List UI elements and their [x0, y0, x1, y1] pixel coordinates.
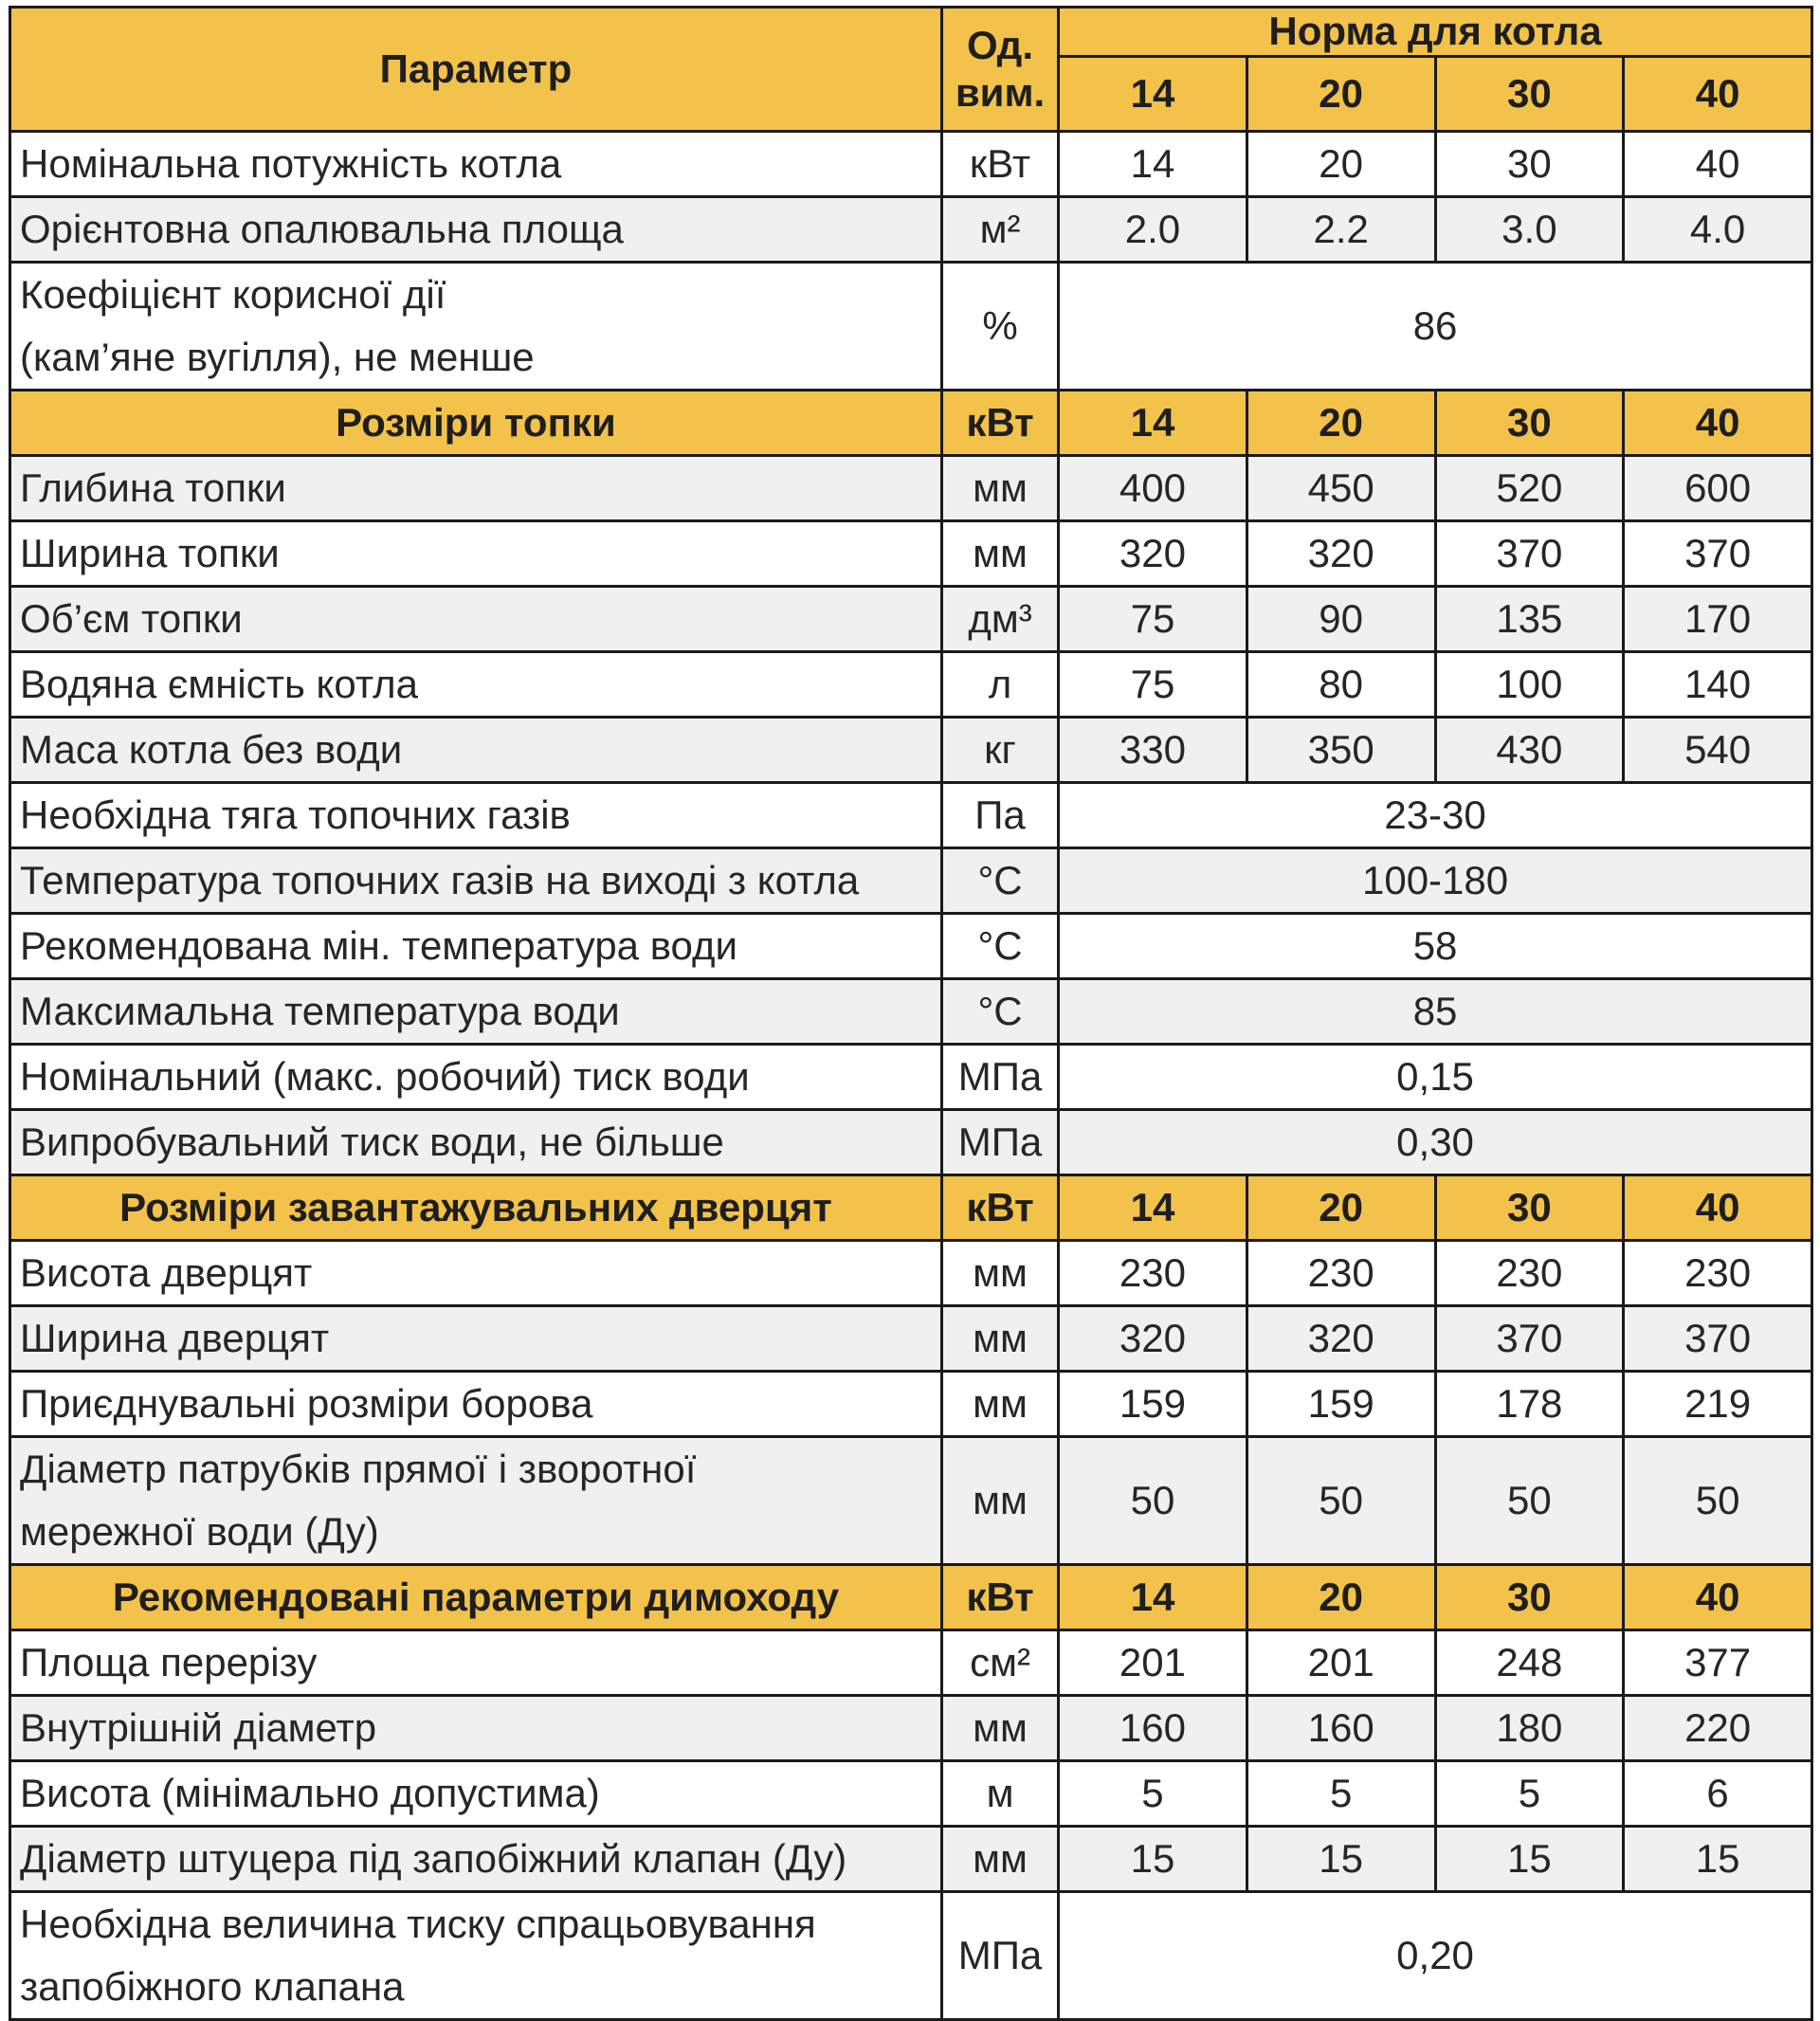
value-cell-merged: 86 — [1059, 263, 1812, 391]
value-cell: 2.0 — [1059, 197, 1247, 263]
section-title: Розміри завантажувальних дверцят — [10, 1175, 942, 1241]
value-cell-merged: 85 — [1059, 979, 1812, 1045]
unit-cell: кг — [941, 718, 1058, 783]
value-cell: 180 — [1435, 1696, 1624, 1761]
value-cell: 90 — [1247, 587, 1435, 652]
value-cell: 370 — [1435, 521, 1624, 587]
value-cell-merged: 0,20 — [1059, 1892, 1812, 2020]
model-header: 30 — [1435, 1175, 1624, 1241]
param-cell: Ширина топки — [10, 521, 942, 587]
value-cell: 50 — [1247, 1437, 1435, 1565]
value-cell-merged: 100-180 — [1059, 848, 1812, 914]
section-header-row — [10, 1565, 1812, 1630]
value-cell: 320 — [1059, 1306, 1247, 1372]
param-cell: Висота (мінімально допустима) — [10, 1761, 942, 1827]
param-cell — [10, 1892, 942, 2020]
unit-cell: м — [941, 1761, 1058, 1827]
unit-cell: °С — [941, 979, 1058, 1045]
model-header: 14 — [1059, 391, 1247, 456]
value-cell: 159 — [1059, 1372, 1247, 1437]
model-header: 40 — [1624, 1565, 1812, 1630]
section-header-row — [10, 391, 1812, 456]
table-row — [10, 132, 1812, 197]
value-cell: 320 — [1247, 521, 1435, 587]
value-cell: 159 — [1247, 1372, 1435, 1437]
value-cell: 540 — [1624, 718, 1812, 783]
table-row — [10, 783, 1812, 848]
param-line: запобіжного клапана — [20, 1964, 405, 2009]
table-row — [10, 1696, 1812, 1761]
unit-cell: мм — [941, 1241, 1058, 1306]
table-row — [10, 652, 1812, 718]
value-cell: 140 — [1624, 652, 1812, 718]
table-row — [10, 263, 1812, 391]
model-header: 20 — [1247, 391, 1435, 456]
table-row — [10, 1827, 1812, 1892]
unit-header — [941, 8, 1058, 132]
section-header-row — [10, 1175, 1812, 1241]
value-cell-merged: 0,15 — [1059, 1045, 1812, 1110]
unit-cell: мм — [941, 1827, 1058, 1892]
value-cell: 230 — [1247, 1241, 1435, 1306]
value-cell: 370 — [1624, 1306, 1812, 1372]
table-row — [10, 914, 1812, 979]
table-row — [10, 979, 1812, 1045]
value-cell: 220 — [1624, 1696, 1812, 1761]
value-cell: 75 — [1059, 587, 1247, 652]
spec-table-container — [9, 6, 1813, 2021]
param-cell: Площа перерізу — [10, 1630, 942, 1696]
value-cell: 400 — [1059, 456, 1247, 521]
value-cell: 377 — [1624, 1630, 1812, 1696]
value-cell: 170 — [1624, 587, 1812, 652]
model-header: 30 — [1435, 1565, 1624, 1630]
unit-cell: мм — [941, 1696, 1058, 1761]
value-cell: 450 — [1247, 456, 1435, 521]
table-row — [10, 521, 1812, 587]
section-title: Рекомендовані параметри димоходу — [10, 1565, 942, 1630]
value-cell: 330 — [1059, 718, 1247, 783]
value-cell: 40 — [1624, 132, 1812, 197]
table-row — [10, 1372, 1812, 1437]
param-line: (кам’яне вугілля), не менше — [20, 335, 535, 379]
value-cell: 50 — [1059, 1437, 1247, 1565]
unit-cell: мм — [941, 1372, 1058, 1437]
unit-cell: % — [941, 263, 1058, 391]
value-cell: 160 — [1059, 1696, 1247, 1761]
unit-header-line2: вим. — [955, 70, 1046, 115]
unit-cell: дм³ — [941, 587, 1058, 652]
value-cell: 219 — [1624, 1372, 1812, 1437]
value-cell: 14 — [1059, 132, 1247, 197]
param-line: Необхідна величина тиску спрацьовування — [20, 1902, 816, 1946]
section-unit: кВт — [941, 1565, 1058, 1630]
value-cell: 135 — [1435, 587, 1624, 652]
unit-cell: Па — [941, 783, 1058, 848]
unit-cell: кВт — [941, 132, 1058, 197]
model-header: 14 — [1059, 56, 1247, 131]
section-unit: кВт — [941, 1175, 1058, 1241]
unit-cell: °С — [941, 914, 1058, 979]
value-cell: 230 — [1059, 1241, 1247, 1306]
value-cell-merged: 0,30 — [1059, 1110, 1812, 1175]
unit-cell: мм — [941, 1306, 1058, 1372]
param-cell: Максимальна температура води — [10, 979, 942, 1045]
param-cell: Орієнтовна опалювальна площа — [10, 197, 942, 263]
value-cell: 160 — [1247, 1696, 1435, 1761]
table-row — [10, 1110, 1812, 1175]
unit-cell: МПа — [941, 1045, 1058, 1110]
param-cell: Водяна ємність котла — [10, 652, 942, 718]
model-header: 30 — [1435, 391, 1624, 456]
param-cell: Номінальна потужність котла — [10, 132, 942, 197]
model-header: 40 — [1624, 1175, 1812, 1241]
model-header: 20 — [1247, 1565, 1435, 1630]
param-cell: Необхідна тяга топочних газів — [10, 783, 942, 848]
boiler-spec-table — [9, 6, 1813, 2021]
param-header: Параметр — [10, 8, 942, 132]
param-cell: Випробувальний тиск води, не більше — [10, 1110, 942, 1175]
table-row — [10, 1241, 1812, 1306]
table-row — [10, 1761, 1812, 1827]
value-cell: 15 — [1059, 1827, 1247, 1892]
value-cell: 230 — [1624, 1241, 1812, 1306]
value-cell: 80 — [1247, 652, 1435, 718]
value-cell: 430 — [1435, 718, 1624, 783]
param-cell: Температура топочних газів на виході з котла — [10, 848, 942, 914]
value-cell: 4.0 — [1624, 197, 1812, 263]
unit-cell: МПа — [941, 1110, 1058, 1175]
value-cell: 50 — [1624, 1437, 1812, 1565]
value-cell: 600 — [1624, 456, 1812, 521]
model-header: 20 — [1247, 56, 1435, 131]
value-cell: 5 — [1435, 1761, 1624, 1827]
value-cell: 15 — [1435, 1827, 1624, 1892]
model-header: 20 — [1247, 1175, 1435, 1241]
value-cell: 30 — [1435, 132, 1624, 197]
model-header: 40 — [1624, 56, 1812, 131]
unit-cell: мм — [941, 1437, 1058, 1565]
unit-header-line1: Од. — [967, 23, 1033, 67]
param-cell — [10, 1437, 942, 1565]
norm-header: Норма для котла — [1059, 8, 1812, 57]
model-header: 30 — [1435, 56, 1624, 131]
table-row — [10, 587, 1812, 652]
param-cell: Номінальний (макс. робочий) тиск води — [10, 1045, 942, 1110]
table-row — [10, 718, 1812, 783]
value-cell: 201 — [1059, 1630, 1247, 1696]
table-row — [10, 197, 1812, 263]
table-row — [10, 1045, 1812, 1110]
value-cell: 20 — [1247, 132, 1435, 197]
value-cell-merged: 58 — [1059, 914, 1812, 979]
value-cell-merged: 23-30 — [1059, 783, 1812, 848]
unit-cell: см² — [941, 1630, 1058, 1696]
value-cell: 230 — [1435, 1241, 1624, 1306]
value-cell: 5 — [1247, 1761, 1435, 1827]
table-row — [10, 1306, 1812, 1372]
param-line: Коефіцієнт корисної дії — [20, 272, 446, 317]
table-row — [10, 1630, 1812, 1696]
table-row — [10, 848, 1812, 914]
value-cell: 2.2 — [1247, 197, 1435, 263]
param-cell: Внутрішній діаметр — [10, 1696, 942, 1761]
unit-cell: °С — [941, 848, 1058, 914]
section-unit: кВт — [941, 391, 1058, 456]
unit-cell: м² — [941, 197, 1058, 263]
model-header: 14 — [1059, 1565, 1247, 1630]
value-cell: 370 — [1435, 1306, 1624, 1372]
param-cell: Діаметр штуцера під запобіжний клапан (Ду) — [10, 1827, 942, 1892]
value-cell: 370 — [1624, 521, 1812, 587]
value-cell: 6 — [1624, 1761, 1812, 1827]
value-cell: 75 — [1059, 652, 1247, 718]
param-cell — [10, 263, 942, 391]
value-cell: 15 — [1247, 1827, 1435, 1892]
unit-cell: МПа — [941, 1892, 1058, 2020]
param-cell: Рекомендована мін. температура води — [10, 914, 942, 979]
value-cell: 320 — [1247, 1306, 1435, 1372]
param-cell: Приєднувальні розміри борова — [10, 1372, 942, 1437]
model-header: 14 — [1059, 1175, 1247, 1241]
table-row — [10, 1437, 1812, 1565]
value-cell: 15 — [1624, 1827, 1812, 1892]
param-line: мережної води (Ду) — [20, 1509, 379, 1554]
value-cell: 320 — [1059, 521, 1247, 587]
header-row-1 — [10, 8, 1812, 57]
section-title: Розміри топки — [10, 391, 942, 456]
param-line: Діаметр патрубків прямої і зворотної — [20, 1447, 697, 1491]
param-cell: Глибина топки — [10, 456, 942, 521]
value-cell: 248 — [1435, 1630, 1624, 1696]
model-header: 40 — [1624, 391, 1812, 456]
value-cell: 5 — [1059, 1761, 1247, 1827]
value-cell: 201 — [1247, 1630, 1435, 1696]
value-cell: 520 — [1435, 456, 1624, 521]
unit-cell: л — [941, 652, 1058, 718]
param-cell: Ширина дверцят — [10, 1306, 942, 1372]
param-cell: Висота дверцят — [10, 1241, 942, 1306]
value-cell: 350 — [1247, 718, 1435, 783]
unit-cell: мм — [941, 521, 1058, 587]
param-cell: Маса котла без води — [10, 718, 942, 783]
table-row — [10, 1892, 1812, 2020]
value-cell: 3.0 — [1435, 197, 1624, 263]
value-cell: 50 — [1435, 1437, 1624, 1565]
value-cell: 100 — [1435, 652, 1624, 718]
param-cell: Об’єм топки — [10, 587, 942, 652]
table-row — [10, 456, 1812, 521]
unit-cell: мм — [941, 456, 1058, 521]
value-cell: 178 — [1435, 1372, 1624, 1437]
